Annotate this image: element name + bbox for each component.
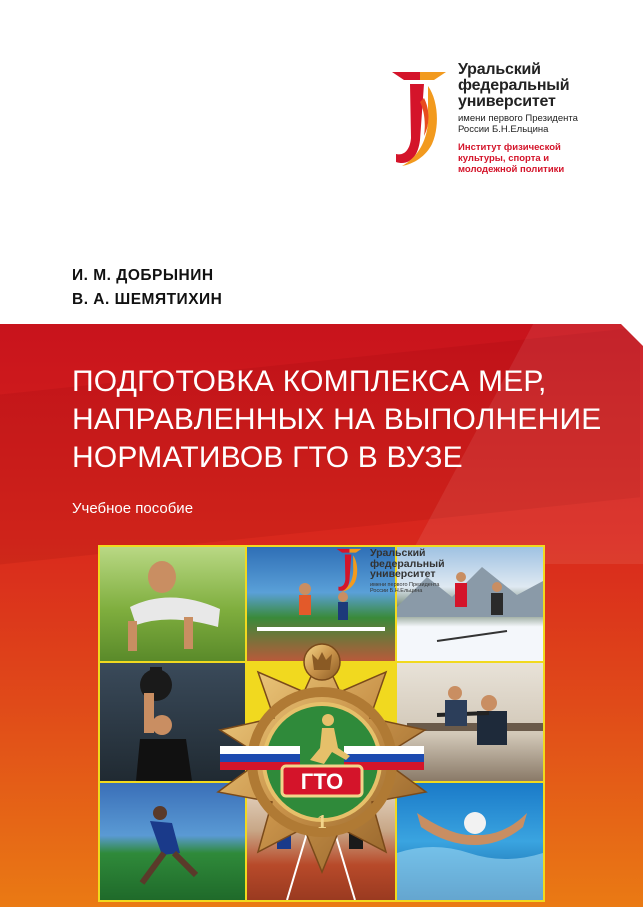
named-line: имени первого Президента <box>370 581 440 588</box>
book-title <box>72 363 612 477</box>
university-named-after <box>370 582 445 594</box>
university-name-line: Уральский <box>458 61 541 78</box>
institute-line: молодежной политики <box>458 164 565 175</box>
university-name-block <box>458 62 578 175</box>
title-line: НОРМАТИВОВ ГТО В ВУЗЕ <box>72 441 463 474</box>
title-line: ПОДГОТОВКА КОМПЛЕКСА МЕР, <box>72 365 547 398</box>
author-name: В. А. ШЕМЯТИХИН <box>72 291 223 308</box>
named-line: имени первого Президента <box>458 113 578 124</box>
book-subtitle: Учебное пособие <box>72 500 194 517</box>
gto-badge <box>200 632 445 892</box>
collage-university-name <box>370 548 445 594</box>
collage-university-logo <box>330 548 450 598</box>
authors <box>72 264 222 312</box>
university-name-line: федеральный <box>458 77 570 94</box>
title-line: НАПРАВЛЕННЫХ НА ВЫПОЛНЕНИЕ <box>72 403 602 436</box>
university-logo <box>390 62 630 202</box>
university-name-line: федеральный <box>370 557 445 570</box>
band-corner-cut <box>621 324 643 346</box>
named-line: России Б.Н.Ельцина <box>370 587 423 594</box>
named-line: России Б.Н.Ельцина <box>458 124 549 135</box>
ural-federal-university-logo <box>332 548 366 594</box>
institute-name <box>458 142 578 175</box>
badge-number: 1 <box>317 811 327 833</box>
russian-coat-of-arms-icon <box>304 644 340 680</box>
university-name-line: университет <box>458 93 556 110</box>
institute-line: Институт физической <box>458 142 561 153</box>
badge-label: ГТО <box>300 769 344 794</box>
institute-line: культуры, спорта и <box>458 153 550 164</box>
university-named-after <box>458 113 578 135</box>
university-name-line: университет <box>370 568 436 580</box>
author-name: И. М. ДОБРЫНИН <box>72 267 214 284</box>
ural-federal-university-logo <box>390 70 448 170</box>
university-name-line: Уральский <box>370 547 426 559</box>
